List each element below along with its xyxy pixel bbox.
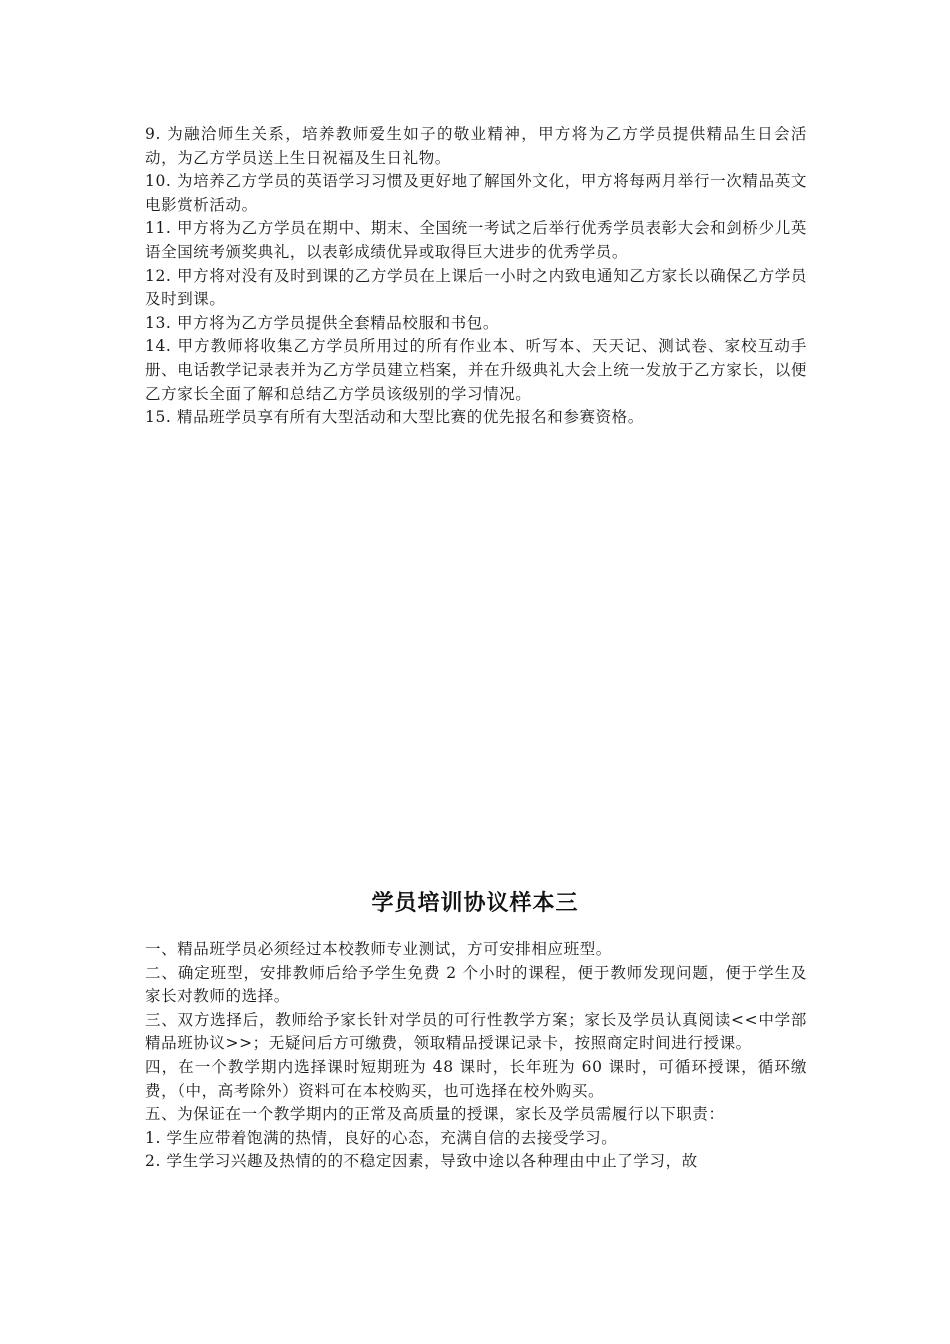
clause-one: 一、精品班学员必须经过本校教师专业测试，方可安排相应班型。: [145, 940, 612, 958]
term-item-10: 10. 为培养乙方学员的英语学习习惯及更好地了解国外文化，甲方将每两月举行一次精品英文电影赏析活动。: [145, 172, 807, 214]
clause-three: 三、双方选择后，教师给予家长针对学员的可行性教学方案；家长及学员认真阅读<<中学部精品班协议>>；无疑问后方可缴费，领取精品授课记录卡，按照商定时间进行授课。: [145, 1010, 807, 1053]
duty-item-2: 2. 学生学习兴趣及热情的的不稳定因素，导致中途以各种理由中止了学习，故: [145, 1152, 698, 1171]
clause-five: 五、为保证在一个教学期内的正常及高质量的授课，家长及学员需履行以下职责：: [145, 1105, 725, 1124]
clause-two: 二、确定班型，安排教师后给予学生免费 2 个小时的课程，便于教师发现问题，便于学生及 家长对教师的选择。: [145, 963, 807, 1006]
agreement-sample-three-body: [145, 938, 807, 1174]
term-item-9: 9. 为融洽师生关系，培养教师爱生如子的敬业精神，甲方将为乙方学员提供精品生日会活动，为乙方学员送上生日祝福及生日礼物。: [145, 125, 807, 167]
term-item-11: 11. 甲方将为乙方学员在期中、期末、全国统一考试之后举行优秀学员表彰大会和剑桥少儿英语全国统考颁奖典礼，以表彰成绩优异或取得巨大进步的优秀学员。: [145, 219, 807, 261]
term-item-14: 14. 甲方教师将收集乙方学员所用过的所有作业本、听写本、天天记、测试卷、家校互动手册、电话教学记录表并为乙方学员建立档案，并在升级典礼大会上统一发放于乙方家长，以便乙方家长全面了解和总结乙方学员该级别的学习情况。: [145, 337, 807, 403]
agreement-terms-list: [145, 123, 807, 430]
term-item-13: 13. 甲方将为乙方学员提供全套精品校服和书包。: [145, 313, 499, 332]
term-item-12: 12. 甲方将对没有及时到课的乙方学员在上课后一小时之内致电通知乙方家长以确保乙方学员及时到课。: [145, 266, 807, 309]
term-item-15: 15. 精品班学员享有所有大型活动和大型比赛的优先报名和参赛资格。: [145, 408, 644, 427]
section-title: 学员培训协议样本三: [371, 891, 579, 916]
clause-four: 四，在一个教学期内选择课时短期班为 48 课时，长年班为 60 课时，可循环授课，循环缴费，（中，高考除外）资料可在本校购买，也可选择在校外购买。: [145, 1057, 807, 1100]
duty-item-1: 1. 学生应带着饱满的热情，良好的心态，充满自信的去接受学习。: [145, 1128, 618, 1147]
